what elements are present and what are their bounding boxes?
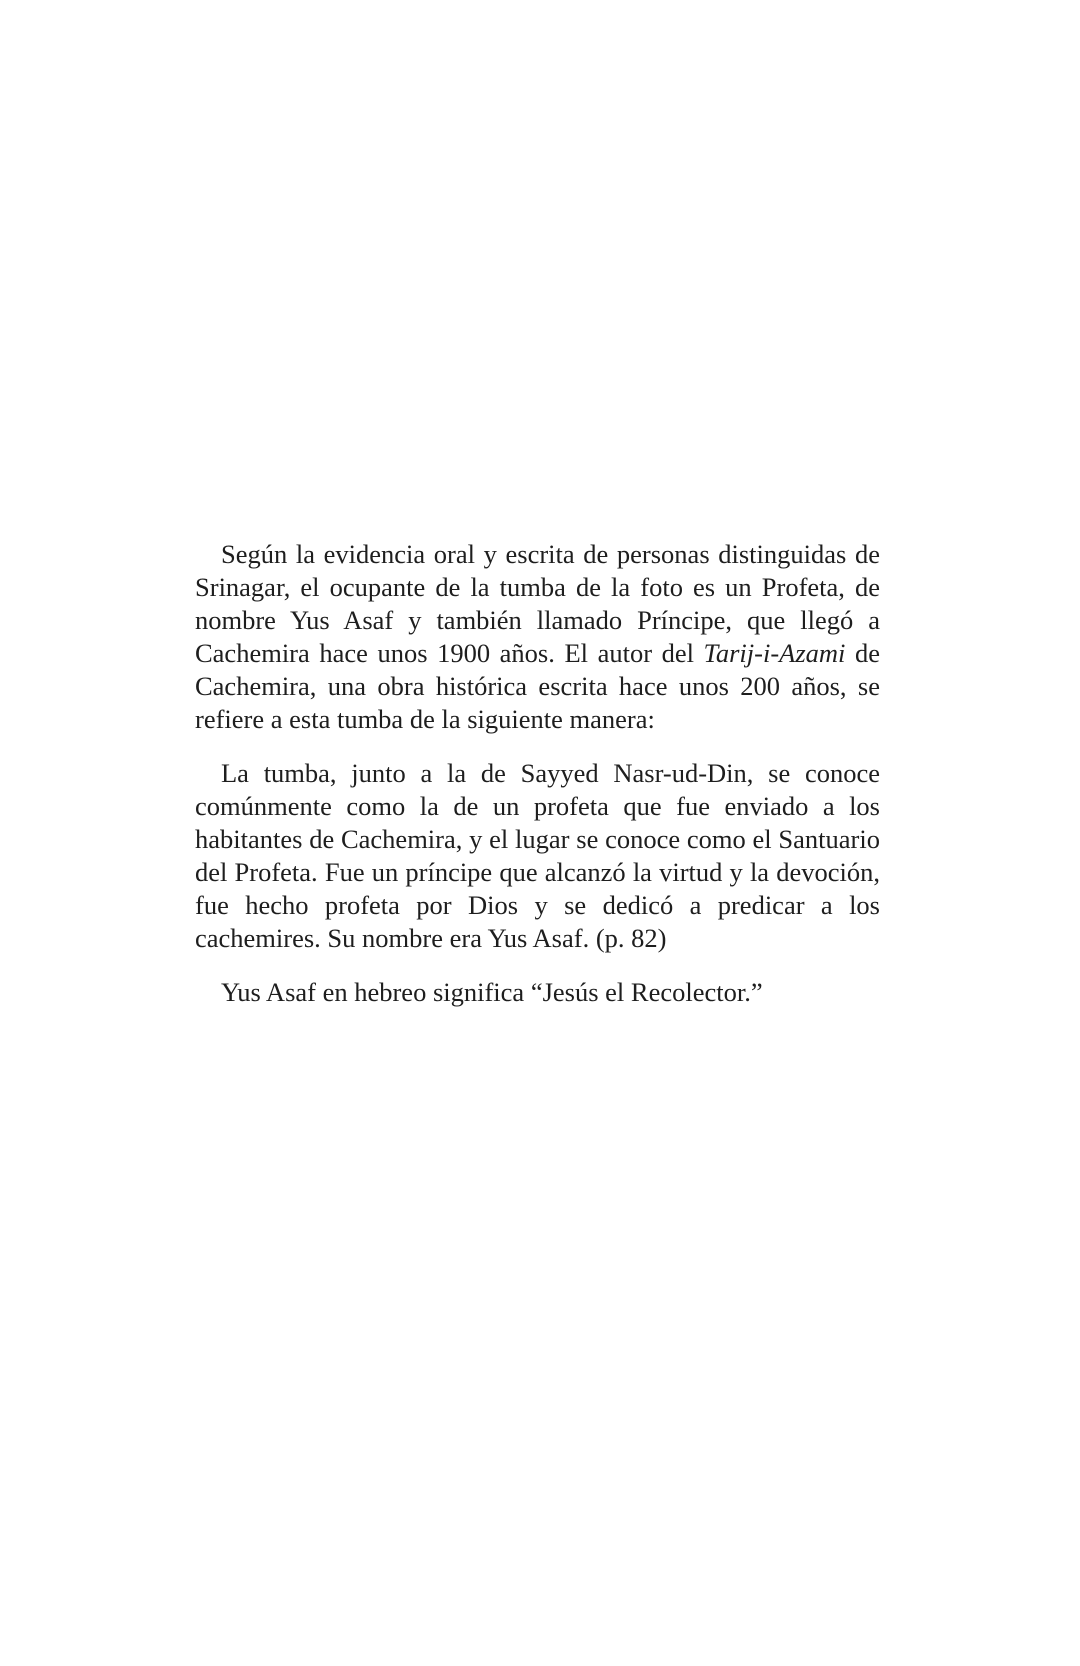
book-title-italic: Tarij-i-Azami: [703, 638, 846, 668]
paragraph-conclusion: Yus Asaf en hebreo significa “Jesús el Recolector.”: [221, 977, 763, 1007]
paragraph-intro: [195, 538, 880, 736]
paragraph-intro-text-end: de Cachemira, una obra histórica escrita hace unos 200 años, se refiere a esta tumba de la siguiente manera:: [195, 638, 880, 734]
body-text: [195, 538, 880, 1009]
block-quote: La tumba, junto a la de Sayyed Nasr-ud-Din, se conoce comúnmente como la de un profeta que fue enviado a los habitantes de Cachemira, y el lugar se conoce como el Santuario del Profeta. Fue un príncipe que alcanzó la virtud y la devoción, fue hecho profeta por Dios y se dedicó a predicar a los cachemires. Su nombre era Yus Asaf. (p. 82): [195, 758, 880, 953]
paragraph-intro-text-start: Según la evidencia oral y escrita de personas distinguidas de Srinagar, el ocupante de la tumba de la foto es un Profeta, de nombre Yus Asaf y también llamado Príncipe, que llegó a Cachemira hace unos 1900 años. El autor del: [195, 539, 880, 668]
